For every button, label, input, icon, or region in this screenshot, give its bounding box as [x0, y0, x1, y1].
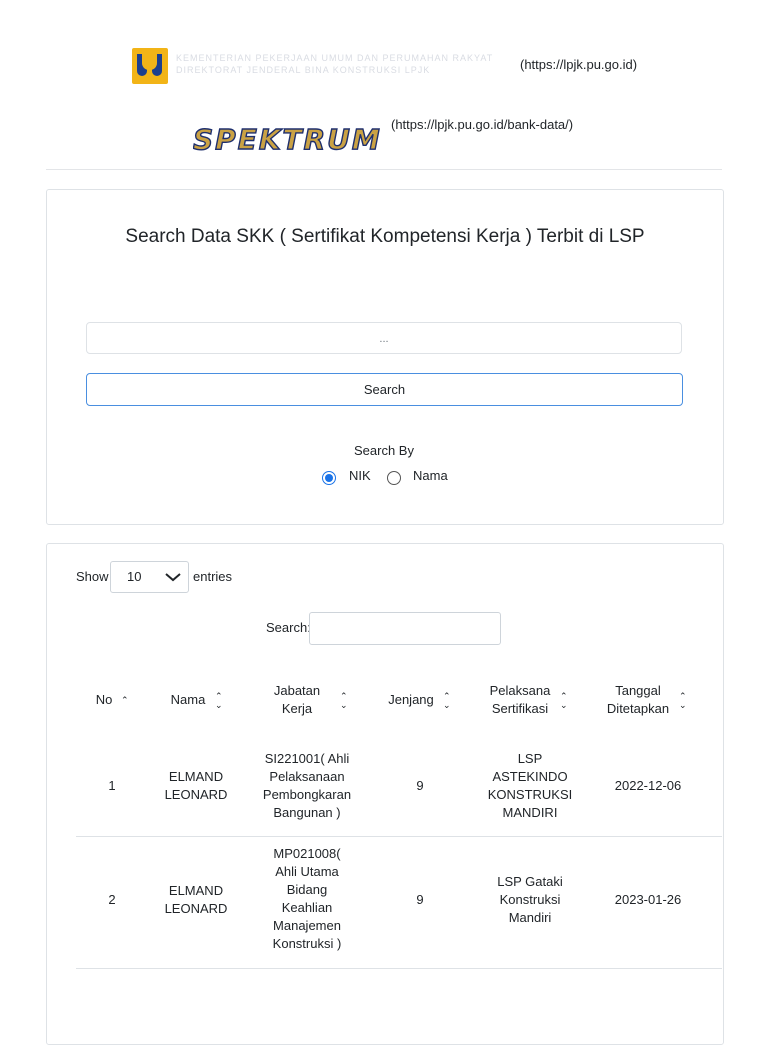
nik-radio[interactable] — [322, 471, 336, 485]
lpjk-link[interactable]: (https://lpjk.pu.go.id) — [520, 57, 638, 72]
cell-jenjang: 9 — [416, 778, 424, 793]
col-header-tanggal[interactable]: Tanggal Ditetapkan — [606, 683, 670, 716]
sort-icon[interactable]: ⌃ ⌄ — [679, 691, 687, 710]
entries-select[interactable] — [110, 561, 189, 593]
cell-pelaksana: LSP ASTEKINDO KONSTRUKSI MANDIRI — [487, 751, 573, 820]
cell-no: 2 — [108, 892, 116, 907]
cell-no: 1 — [108, 778, 116, 793]
nik-radio-label[interactable]: NIK — [349, 468, 371, 483]
pupr-logo-icon[interactable] — [132, 48, 168, 84]
col-header-jabatan[interactable]: Jabatan Kerja — [273, 683, 321, 716]
cell-pelaksana: LSP Gataki Konstruksi Mandiri — [497, 874, 563, 925]
show-label: Show — [76, 569, 109, 584]
col-header-no[interactable]: No — [95, 692, 113, 707]
col-header-pelaksana[interactable]: Pelaksana Sertifikasi — [489, 683, 551, 716]
table-search-label: Search: — [266, 620, 311, 635]
spektrum-logo-text: SPEKTRUM — [193, 123, 382, 156]
page-title: Search Data SKK ( Sertifikat Kompetensi Kerja ) Terbit di LSP — [125, 226, 645, 247]
chevron-down-icon — [164, 571, 182, 583]
col-header-jenjang[interactable]: Jenjang — [388, 692, 434, 707]
ministry-name-line1: KEMENTERIAN PEKERJAAN UMUM DAN PERUMAHAN RAKYAT — [176, 53, 494, 63]
cell-jabatan: SI221001( Ahli Pelaksanaan Pembongkaran Bangunan ) — [262, 751, 352, 820]
row-divider — [76, 968, 722, 969]
cell-nama: ELMAND LEONARD — [164, 769, 228, 802]
sort-icon[interactable]: ⌃ ⌄ — [340, 691, 348, 710]
bank-data-link[interactable]: (https://lpjk.pu.go.id/bank-data/) — [391, 117, 574, 132]
entries-select-value: 10 — [127, 569, 142, 584]
ministry-name — [176, 52, 512, 82]
nama-radio-label[interactable]: Nama — [413, 468, 448, 483]
spektrum-logo[interactable] — [193, 122, 389, 156]
entries-label: entries — [193, 569, 233, 584]
sort-icon[interactable]: ⌃ ⌄ — [560, 691, 568, 710]
cell-tanggal: 2023-01-26 — [614, 892, 682, 907]
sort-asc-icon[interactable]: ⌃ — [121, 695, 129, 705]
header-divider — [46, 169, 722, 170]
cell-tanggal: 2022-12-06 — [614, 778, 682, 793]
sort-icon[interactable]: ⌃ ⌄ — [215, 691, 223, 710]
ministry-name-line2: DIREKTORAT JENDERAL BINA KONSTRUKSI LPJK — [176, 65, 431, 75]
search-button[interactable]: Search — [86, 373, 683, 406]
search-by-label: Search By — [354, 443, 414, 458]
cell-nama: ELMAND LEONARD — [164, 883, 228, 916]
col-header-nama[interactable]: Nama — [170, 692, 206, 707]
cell-jabatan: MP021008( Ahli Utama Bidang Keahlian Manajemen Konstruksi ) — [272, 846, 342, 951]
sort-icon[interactable]: ⌃ ⌄ — [443, 691, 451, 710]
table-search-input[interactable] — [309, 612, 501, 645]
cell-jenjang: 9 — [416, 892, 424, 907]
nama-radio[interactable] — [387, 471, 401, 485]
query-input[interactable]: ... — [86, 322, 682, 354]
row-divider — [76, 836, 722, 837]
